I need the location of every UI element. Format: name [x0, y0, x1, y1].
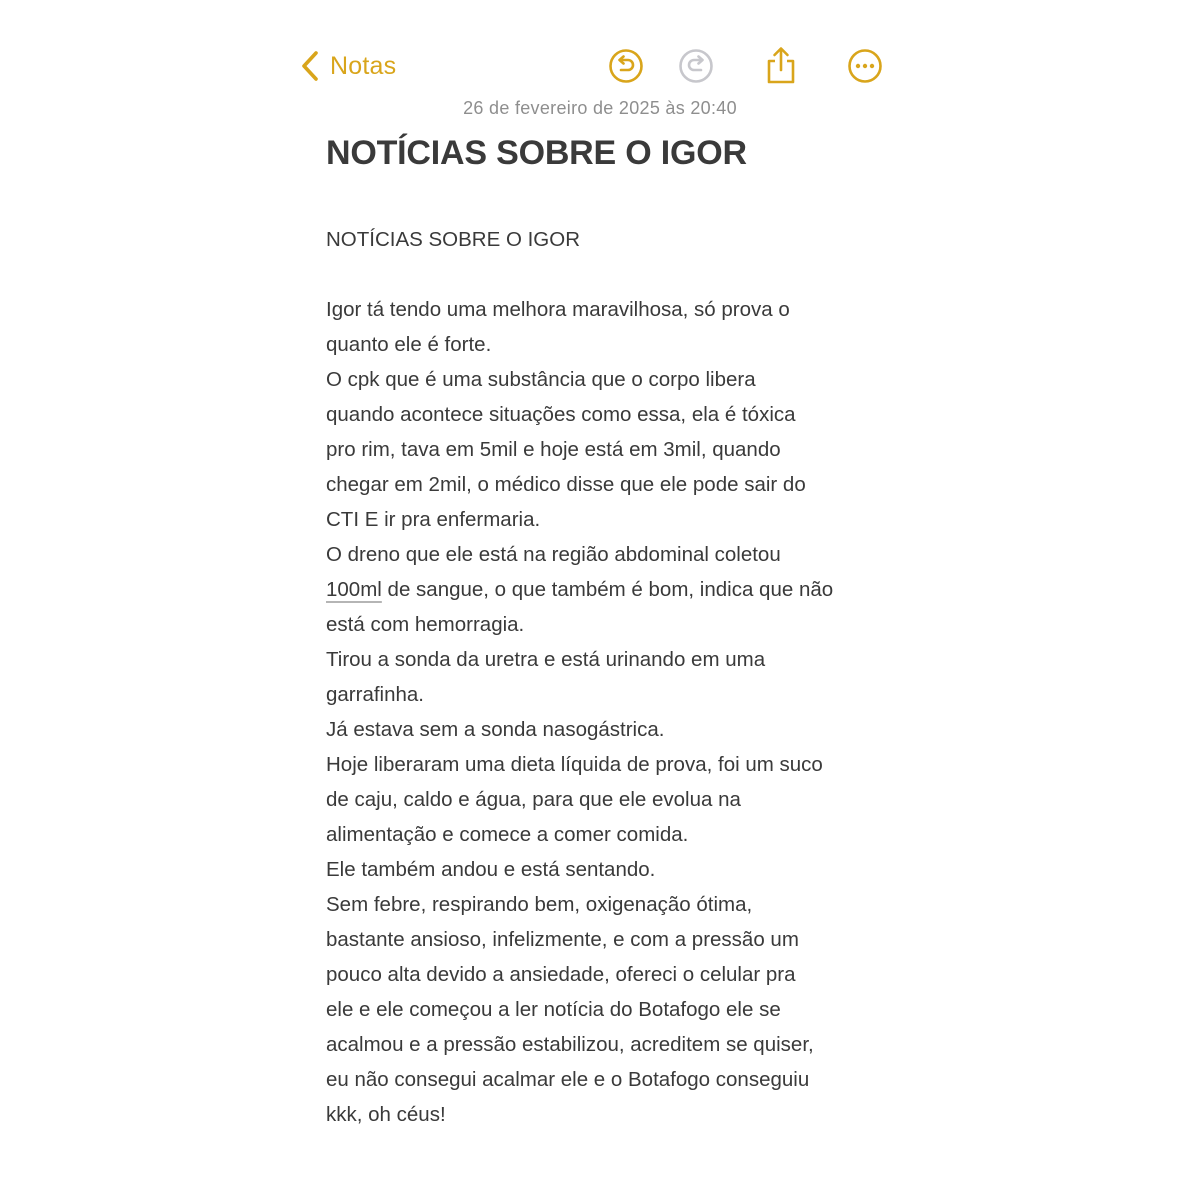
note-line: pouco alta devido a ansiedade, ofereci o celular pra — [326, 963, 796, 986]
back-label: Notas — [330, 51, 397, 80]
note-line: CTI E ir pra enfermaria. — [326, 508, 541, 531]
note-line: Hoje liberaram uma dieta líquida de prova, foi um suco — [326, 753, 823, 776]
chevron-left-icon — [300, 50, 320, 82]
note-line: Tirou a sonda da uretra e está urinando em uma — [326, 648, 766, 671]
note-line: Já estava sem a sonda nasogástrica. — [326, 718, 665, 741]
note-title[interactable]: NOTÍCIAS SOBRE O IGOR — [326, 134, 747, 172]
detected-amount-link[interactable]: 100ml — [326, 578, 382, 601]
note-line: garrafinha. — [326, 683, 425, 706]
note-line: chegar em 2mil, o médico disse que ele pode sair do — [326, 473, 806, 496]
note-line: bastante ansioso, infelizmente, e com a pressão um — [326, 928, 799, 951]
redo-button[interactable] — [674, 44, 718, 88]
note-line: Igor tá tendo uma melhora maravilhosa, só prova o — [326, 298, 790, 321]
note-line: eu não consegui acalmar ele e o Botafogo conseguiu — [326, 1068, 810, 1091]
undo-icon — [604, 44, 648, 88]
note-line: O cpk que é uma substância que o corpo libera — [326, 368, 756, 391]
back-button[interactable] — [300, 44, 396, 88]
note-line: O dreno que ele está na região abdominal coletou — [326, 543, 781, 566]
note-line-rest: de sangue, o que também é bom, indica que não — [381, 578, 834, 601]
note-body[interactable] — [326, 222, 896, 1132]
note-line: está com hemorragia. — [326, 613, 525, 636]
note-line: NOTÍCIAS SOBRE O IGOR — [326, 228, 581, 251]
share-button[interactable] — [759, 44, 803, 88]
redo-icon — [674, 44, 718, 88]
note-line: Sem febre, respirando bem, oxigenação ótima, — [326, 893, 753, 916]
note-line: pro rim, tava em 5mil e hoje está em 3mil, quando — [326, 438, 781, 461]
note-line: quanto ele é forte. — [326, 333, 492, 356]
note-line-with-detected-data — [326, 572, 896, 607]
note-line — [326, 257, 896, 292]
note-line: ele e ele começou a ler notícia do Botafogo ele se — [326, 998, 781, 1021]
note-line: Ele também andou e está sentando. — [326, 858, 656, 881]
note-line: quando acontece situações como essa, ela é tóxica — [326, 403, 796, 426]
undo-button[interactable] — [604, 44, 648, 88]
note-line: kkk, oh céus! — [326, 1103, 446, 1126]
navigation-bar — [0, 0, 1200, 100]
note-line: de caju, caldo e água, para que ele evolua na — [326, 788, 741, 811]
more-button[interactable] — [843, 44, 887, 88]
note-line: acalmou e a pressão estabilizou, acreditem se quiser, — [326, 1033, 814, 1056]
more-icon — [843, 44, 887, 88]
share-icon — [759, 44, 803, 88]
note-line: alimentação e comece a comer comida. — [326, 823, 689, 846]
note-timestamp: 26 de fevereiro de 2025 às 20:40 — [463, 98, 737, 118]
